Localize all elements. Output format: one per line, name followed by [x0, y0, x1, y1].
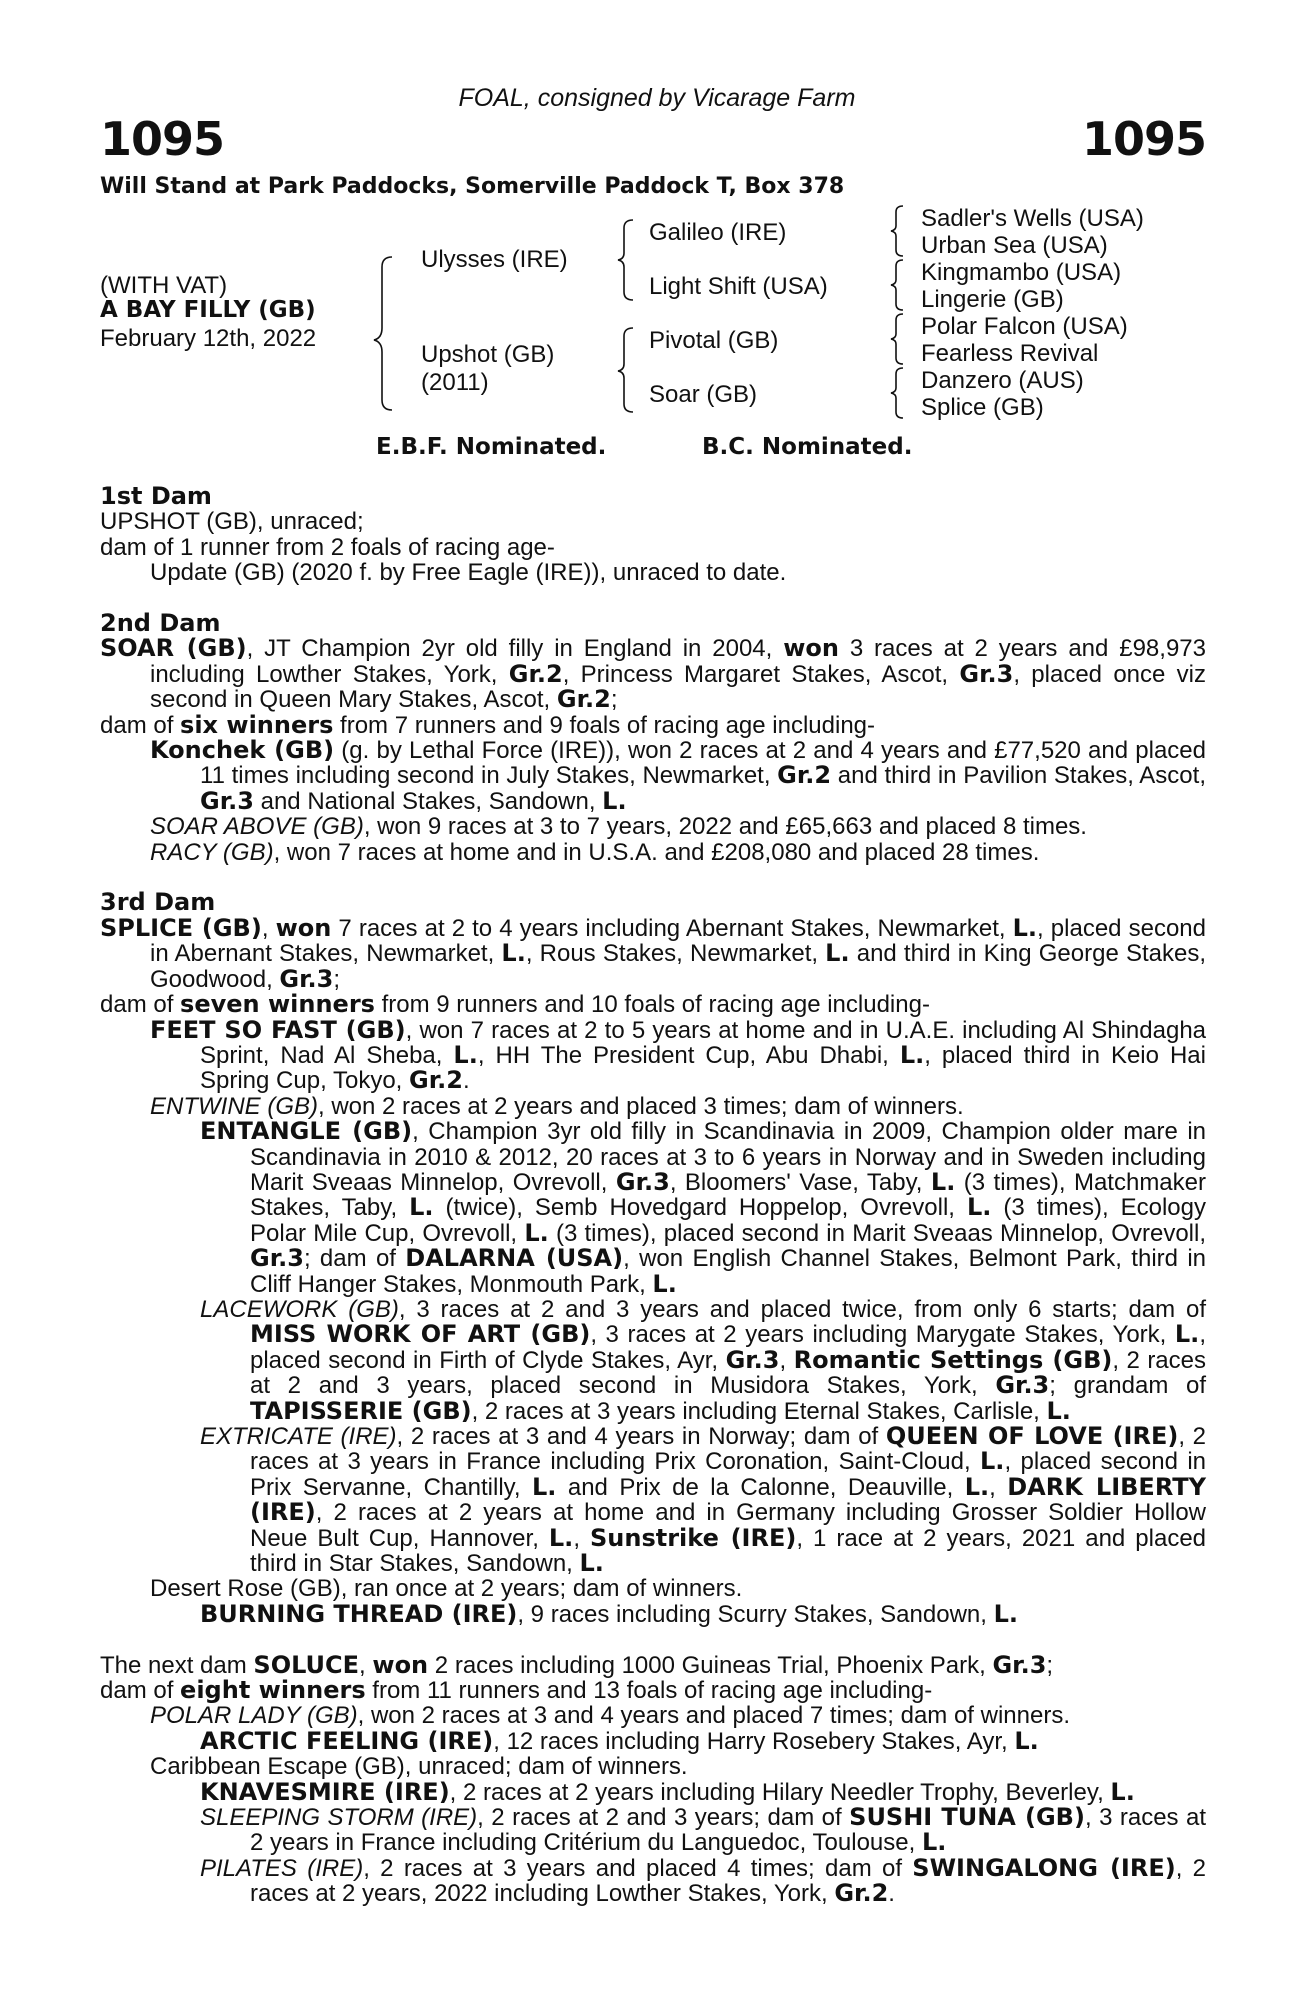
second-dam-produce: dam of six winners from 7 runners and 9 foals of racing age including- — [100, 710, 876, 739]
second-dam-heading: 2nd Dam — [100, 609, 221, 638]
second-dam-entry: SOAR (GB), JT Champion 2yr old filly in England in 2004, won 3 races at 2 years and £98,973 including Lowther Stakes, York, Gr.2, Princess Margaret Stakes, Ascot, Gr.3, placed once viz second in Queen Mary Stakes, Ascot, Gr.2; — [100, 634, 1206, 714]
brace-dam-parents — [618, 328, 633, 412]
g3-8: Splice (GB) — [921, 394, 1044, 421]
produce-knavesmire: KNAVESMIRE (IRE), 2 races at 2 years including Hilary Needler Trophy, Beverley, L. — [200, 1777, 1135, 1806]
brace-sire-dam — [374, 257, 392, 410]
g3-6: Fearless Revival — [921, 340, 1099, 367]
produce-feet-so-fast: FEET SO FAST (GB), won 7 races at 2 to 5 years at home and in U.A.E. including Al Shindagha Sprint, Nad Al Sheba, L., HH The President Cup, Abu Dhabi, L., placed third in Keio Hai Spring Cup, Tokyo, Gr.2. — [150, 1015, 1207, 1095]
next-dam-entry: The next dam SOLUCE, won 2 races including 1000 Guineas Trial, Phoenix Park, Gr.3; — [100, 1650, 1054, 1679]
produce-soar-above: SOAR ABOVE (GB), won 9 races at 3 to 7 years, 2022 and £65,663 and placed 8 times. — [150, 813, 1087, 841]
brace-g3-4 — [891, 368, 903, 418]
produce-pilates: PILATES (IRE), 2 races at 3 years and placed 4 times; dam of SWINGALONG (IRE), 2 races at 2 years, 2022 including Lowther Stakes, York, Gr.2. — [200, 1853, 1207, 1908]
ebf-nominated: E.B.F. Nominated. — [376, 434, 607, 460]
g3-1: Sadler's Wells (USA) — [921, 205, 1144, 232]
first-dam-foal: Update (GB) (2020 f. by Free Eagle (IRE)), unraced to date. — [150, 559, 787, 587]
dam: Upshot (GB) — [421, 341, 555, 368]
second-dam-section — [100, 611, 1206, 865]
produce-racy: RACY (GB), won 7 races at home and in U.S.A. and £208,080 and placed 28 times. — [150, 838, 1040, 866]
brace-sire-parents — [618, 220, 633, 300]
g3-3: Kingmambo (USA) — [921, 259, 1122, 286]
g3-2: Urban Sea (USA) — [921, 232, 1108, 259]
produce-extricate: EXTRICATE (IRE), 2 races at 3 and 4 years in Norway; dam of QUEEN OF LOVE (IRE), 2 races at 3 years in France including Prix Coronation, Saint-Cloud, L., placed second in Prix Servanne, Chantilly, L. and Prix de la Calonne, Deauville, L., DARK LIBERTY (IRE), 2 races at 2 years at home and in Germany including Grosser Soldier Hollow Neue Bult Cup, Hannover, L., Sunstrike (IRE), 1 race at 2 years, 2021 and placed third in Star Stakes, Sandown, L. — [200, 1422, 1207, 1578]
lot-number-left: 1095 — [100, 112, 225, 166]
produce-lacework: LACEWORK (GB), 3 races at 2 and 3 years and placed twice, from only 6 starts; dam of MISS WORK OF ART (GB), 3 races at 2 years including Marygate Stakes, York, L., placed second in Firth of Clyde Stakes, Ayr, Gr.3, Romantic Settings (GB), 2 races at 2 and 3 years, placed second in Musidora Stakes, York, Gr.3; grandam of TAPISSERIE (GB), 2 races at 3 years including Eternal Stakes, Carlisle, L. — [200, 1295, 1207, 1425]
dam-sire: Pivotal (GB) — [649, 327, 779, 354]
next-dam-section — [100, 1650, 1207, 1908]
third-dam-produce: dam of seven winners from 9 runners and 10 foals of racing age including- — [100, 990, 930, 1019]
produce-konchek: Konchek (GB) (g. by Lethal Force (IRE)), won 2 races at 2 and 4 years and £77,520 and placed 11 times including second in July Stakes, Newmarket, Gr.2 and third in Pavilion Stakes, Ascot, Gr.3 and National Stakes, Sandown, L. — [150, 736, 1206, 815]
first-dam-line: UPSHOT (GB), unraced; — [100, 508, 364, 536]
brace-g3-2 — [891, 260, 903, 310]
dam-year: (2011) — [421, 369, 489, 396]
catalogue-body — [100, 484, 1206, 1907]
first-dam-heading: 1st Dam — [100, 482, 212, 510]
dam-dam: Soar (GB) — [649, 381, 758, 408]
lot-number-right: 1095 — [1081, 112, 1206, 166]
vat-note: (WITH VAT) — [100, 272, 228, 299]
produce-desert-rose: Desert Rose (GB), ran once at 2 years; dam of winners. — [150, 1575, 743, 1603]
third-dam-entry: SPLICE (GB), won 7 races at 2 to 4 years including Abernant Stakes, Newmarket, L., placed second in Abernant Stakes, Newmarket, L., Rous Stakes, Newmarket, L. and third in King George Stakes, Goodwood, Gr.3; — [100, 913, 1206, 993]
produce-polar-lady: POLAR LADY (GB), won 2 races at 3 and 4 years and placed 7 times; dam of winners. — [150, 1702, 1071, 1730]
next-dam-produce: dam of eight winners from 11 runners and 13 foals of racing age including- — [100, 1676, 933, 1705]
first-dam-produce: dam of 1 runner from 2 foals of racing age- — [100, 533, 555, 561]
brace-g3-1 — [891, 206, 903, 256]
sire: Ulysses (IRE) — [421, 246, 568, 273]
third-dam-heading: 3rd Dam — [100, 888, 216, 917]
lot-title: A BAY FILLY (GB) — [100, 297, 316, 323]
produce-burning-thread: BURNING THREAD (IRE), 9 races including Scurry Stakes, Sandown, L. — [200, 1599, 1019, 1628]
stand-location: Will Stand at Park Paddocks, Somerville Paddock T, Box 378 — [100, 174, 845, 199]
third-dam-section — [100, 890, 1206, 1627]
g3-5: Polar Falcon (USA) — [921, 313, 1128, 340]
produce-arctic-feeling: ARCTIC FEELING (IRE), 12 races including Harry Rosebery Stakes, Ayr, L. — [200, 1726, 1039, 1755]
bc-nominated: B.C. Nominated. — [702, 434, 913, 460]
consignment-line: FOAL, consigned by Vicarage Farm — [458, 84, 856, 112]
g3-7: Danzero (AUS) — [921, 367, 1084, 394]
produce-entwine: ENTWINE (GB), won 2 races at 2 years and placed 3 times; dam of winners. — [150, 1092, 964, 1120]
foaling-date: February 12th, 2022 — [100, 325, 317, 352]
sire-sire: Galileo (IRE) — [649, 219, 787, 246]
brace-g3-3 — [891, 314, 903, 364]
produce-caribbean-escape: Caribbean Escape (GB), unraced; dam of winners. — [150, 1753, 688, 1781]
produce-sleeping-storm: SLEEPING STORM (IRE), 2 races at 2 and 3 years; dam of SUSHI TUNA (GB), 3 races at 2 years in France including Critérium du Languedoc, Toulouse, L. — [200, 1803, 1207, 1857]
produce-entangle: ENTANGLE (GB), Champion 3yr old filly in Scandinavia in 2009, Champion older mare in Scandinavia in 2010 & 2012, 20 races at 3 to 6 years in Norway and in Sweden including Marit Sveaas Minnelop, Ovrevoll, Gr.3, Bloomers' Vase, Taby, L. (3 times), Matchmaker Stakes, Taby, L. (twice), Semb Hovedgard Hoppelop, Ovrevoll, L. (3 times), Ecology Polar Mile Cup, Ovrevoll, L. (3 times), placed second in Marit Sveaas Minnelop, Ovrevoll, Gr.3; dam of DALARNA (USA), won English Channel Stakes, Belmont Park, third in Cliff Hanger Stakes, Monmouth Park, L. — [200, 1117, 1207, 1298]
first-dam-section — [100, 484, 1206, 586]
sire-dam: Light Shift (USA) — [649, 273, 828, 300]
g3-4: Lingerie (GB) — [921, 286, 1064, 313]
